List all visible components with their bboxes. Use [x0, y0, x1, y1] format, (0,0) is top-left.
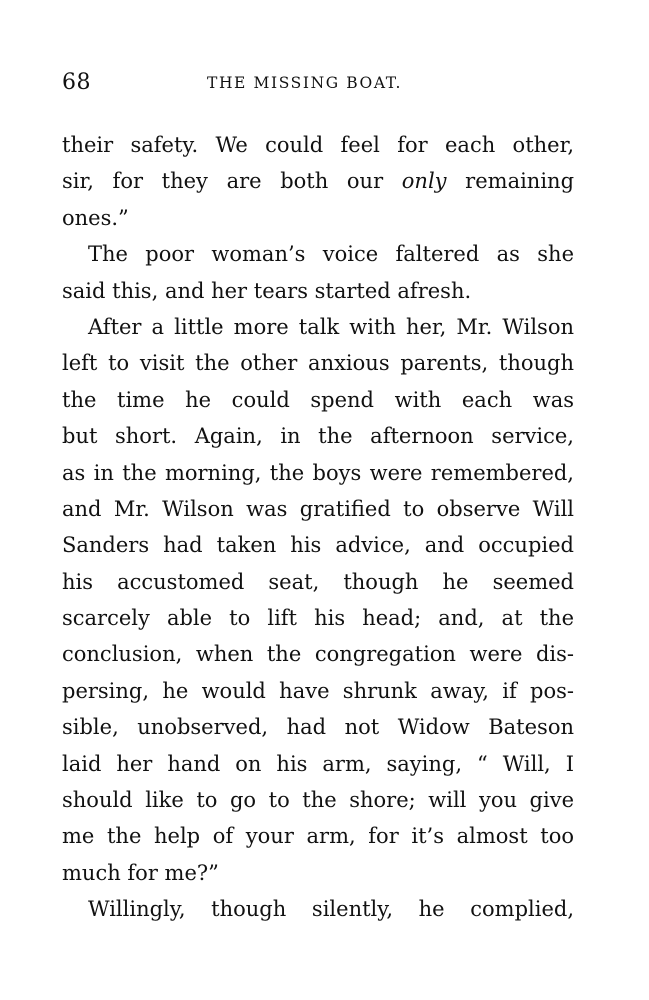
text-line: as in the morning, the boys were remembered, — [62, 460, 574, 485]
text-line — [62, 163, 574, 199]
text-line: and Mr. Wilson was gratified to observe Will — [62, 496, 574, 521]
text-line: persing, he would have shrunk away, if pos- — [62, 678, 574, 703]
text-line: his accustomed seat, though he seemed — [62, 569, 574, 594]
page-number: 68 — [62, 70, 91, 95]
body-text — [62, 127, 574, 928]
page-header — [62, 70, 577, 104]
text-line: the time he could spend with each was — [62, 387, 574, 412]
text-line: said this, and her tears started afresh. — [62, 278, 472, 303]
text-line: conclusion, when the congregation were dis- — [62, 642, 574, 667]
text-line: but short. Again, in the afternoon service, — [62, 424, 574, 449]
running-title: THE MISSING BOAT. — [207, 74, 402, 92]
text-line: laid her hand on his arm, saying, “ Will, I — [62, 751, 574, 776]
text-line: much for me?” — [62, 860, 219, 885]
paragraph-first-line: Willingly, though silently, he complied, — [88, 897, 574, 922]
text-line: sible, unobserved, had not Widow Bateson — [62, 715, 574, 740]
emphasis-text: only — [401, 169, 447, 194]
text-line: scarcely able to lift his head; and, at the — [62, 606, 574, 631]
text-line: me the help of your arm, for it’s almost too — [62, 824, 574, 849]
text-run: remaining — [446, 169, 574, 194]
paragraph-first-line: The poor woman’s voice faltered as she — [88, 242, 574, 267]
text-line: left to visit the other anxious parents, though — [62, 351, 574, 376]
text-line: should like to go to the shore; will you give — [62, 788, 574, 813]
text-line: ones.” — [62, 205, 129, 230]
paragraph-first-line: After a little more talk with her, Mr. Wilson — [88, 314, 574, 339]
text-line: Sanders had taken his advice, and occupied — [62, 533, 574, 558]
text-line: their safety. We could feel for each other, — [62, 133, 574, 157]
text-run: sir, for they are both our — [62, 169, 402, 194]
